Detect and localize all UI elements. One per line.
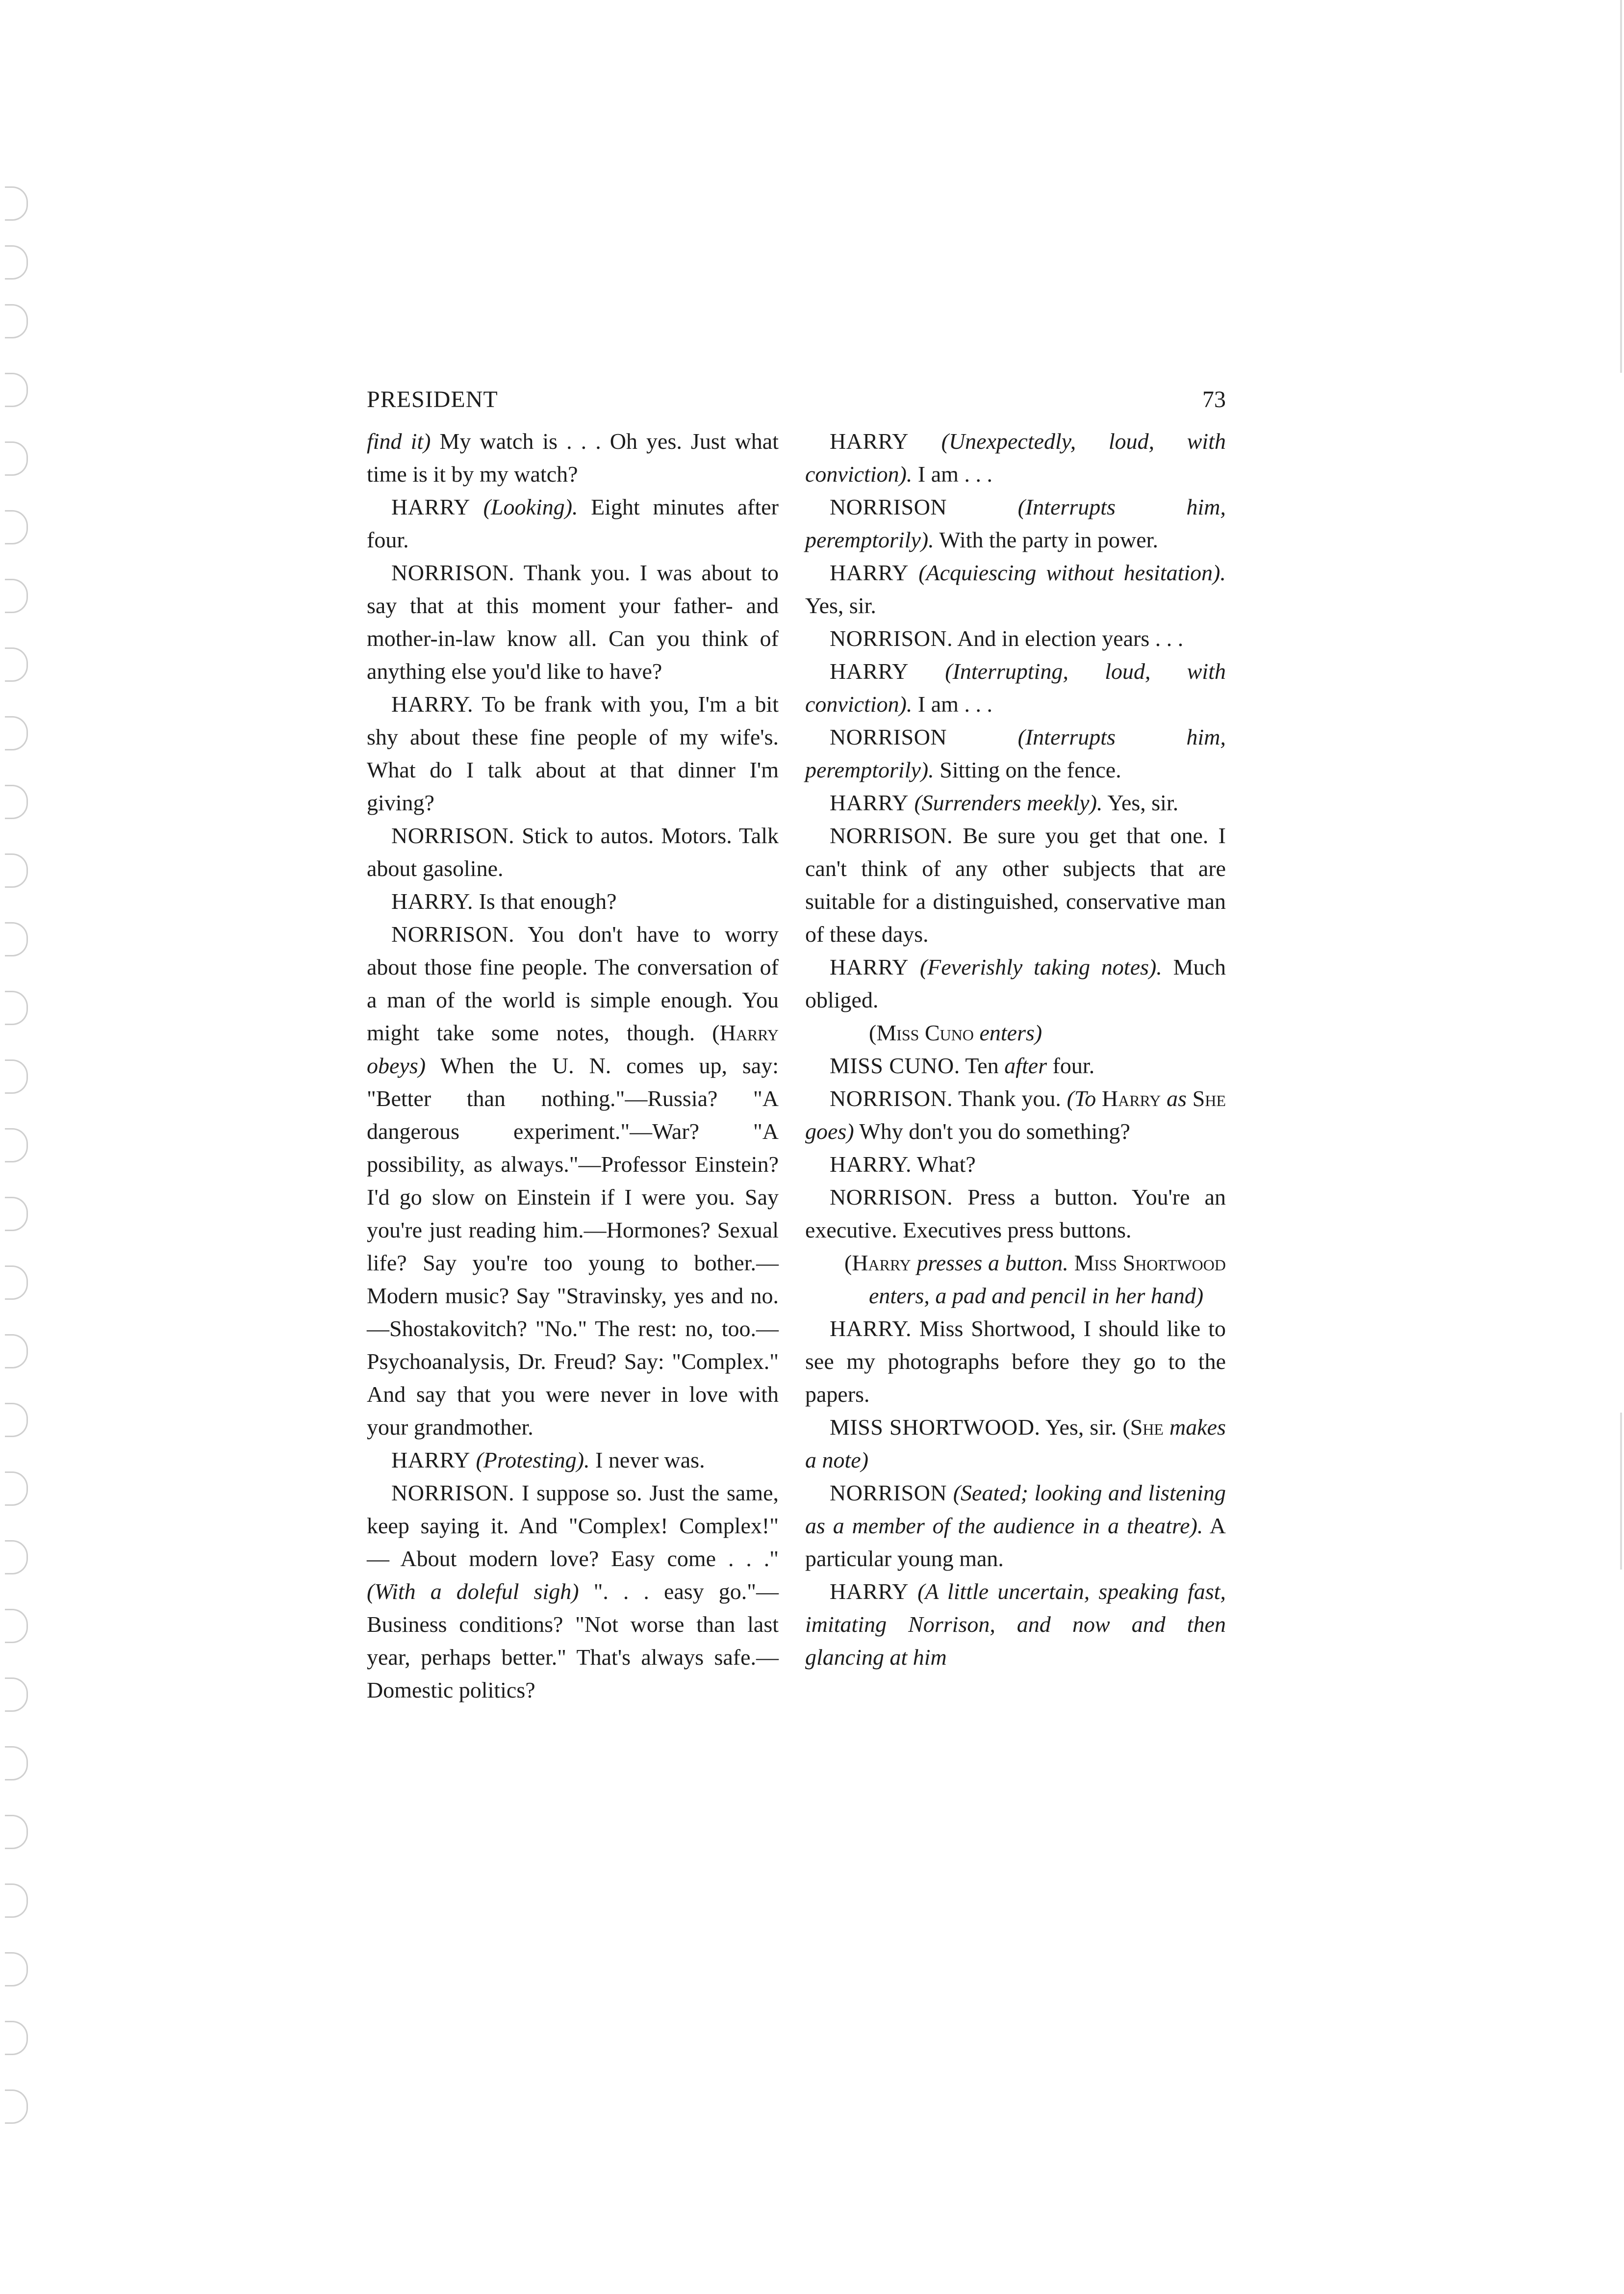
page-header	[367, 383, 1226, 417]
speaker-name: NORRISON	[830, 494, 947, 519]
stage-direction: (Interrupts him, peremptorily).	[805, 494, 1226, 552]
stage-direction: (Looking).	[483, 494, 578, 519]
speaker-name: MISS SHORTWOOD.	[830, 1415, 1040, 1440]
running-head: PRESIDENT	[367, 387, 498, 412]
dialogue-paragraph: NORRISON. And in election years . . .	[830, 626, 1184, 651]
stage-direction: (Protesting).	[476, 1447, 590, 1472]
punch-hole-mark	[5, 1952, 28, 1986]
punch-hole-mark	[5, 1197, 28, 1231]
stage-direction-block: (Miss Cuno enters)	[869, 1020, 1042, 1045]
speaker-name: HARRY	[830, 954, 909, 979]
stage-direction: (A little uncertain, speaking fast, imitating Norrison, and now and then glancing at him	[805, 1579, 1226, 1670]
speaker-name: NORRISON.	[391, 922, 515, 947]
punch-hole-mark	[5, 2021, 28, 2055]
speaker-name: HARRY	[830, 659, 909, 684]
punch-hole-mark	[5, 1334, 28, 1368]
punch-hole-mark	[5, 1265, 28, 1300]
punch-hole-mark	[5, 785, 28, 819]
speaker-name: HARRY	[391, 1447, 470, 1472]
punch-hole-mark	[5, 579, 28, 613]
dialogue-paragraph: HARRY (Unexpectedly, loud, with conviction). I am . . .	[805, 429, 1226, 487]
punch-hole-mark	[5, 1540, 28, 1574]
punch-hole-mark	[5, 647, 28, 682]
speaker-name: NORRISON.	[830, 1185, 953, 1210]
right-edge-shadow	[1620, 1413, 1622, 1570]
stage-direction-block: (Harry presses a button. Miss Shortwood enters, a pad and pencil in her hand)	[844, 1250, 1226, 1308]
punch-hole-mark	[5, 1746, 28, 1780]
dialogue-paragraph: MISS SHORTWOOD. Yes, sir. (She makes a note)	[805, 1415, 1226, 1472]
punch-hole-mark	[5, 1883, 28, 1918]
stage-direction: (Interrupting, loud, with conviction).	[805, 659, 1226, 717]
speaker-name: NORRISON.	[830, 823, 953, 848]
speaker-name: NORRISON.	[391, 560, 515, 585]
punch-hole-mark	[5, 245, 28, 280]
speaker-name: NORRISON	[830, 1480, 947, 1505]
speaker-name: NORRISON.	[830, 626, 953, 651]
punch-hole-mark	[5, 2089, 28, 2124]
dialogue-paragraph: NORRISON. Be sure you get that one. I can't think of any other subjects that are suitable for a distinguished, conservative man of these days.	[805, 823, 1226, 947]
dialogue-paragraph: MISS CUNO. Ten after four.	[830, 1053, 1095, 1078]
dialogue-paragraph: NORRISON. Thank you. I was about to say that at this moment your father- and mother-in-law know all. Can you think of anything else you'd like to have?	[367, 560, 779, 684]
speaker-name: HARRY.	[830, 1316, 912, 1341]
dialogue-paragraph: NORRISON. Stick to autos. Motors. Talk about gasoline.	[367, 823, 779, 881]
dialogue-paragraph: HARRY (Feverishly taking notes). Much obliged.	[805, 954, 1226, 1012]
punch-hole-mark	[5, 1609, 28, 1643]
stage-direction: (Unexpectedly, loud, with conviction).	[805, 429, 1226, 487]
punch-hole-mark	[5, 922, 28, 956]
stage-direction: (Surrenders meekly).	[914, 790, 1103, 815]
punch-hole-mark	[5, 1471, 28, 1506]
speaker-name: HARRY.	[391, 692, 474, 717]
dialogue-paragraph: NORRISON. You don't have to worry about those fine people. The conversation of a man of the world is simple enough. You might take some notes, though. (Harry obeys) When the U. N. comes up, say: "Better than nothing."—Russia? "A dangerous experiment."—War? "A possibility, as always."—Professor Einstein? I'd go slow on Einstein if I were you. Say you're just reading him.—Hormones? Sexual life? Say you're too young to bother.—Modern music? Say "Stravinsky, yes and no. —Shostakovitch? "No." The rest: no, too.—Psychoanalysis, Dr. Freud? Say: "Complex." And say that you were never in love with your grandmother.	[367, 922, 779, 1440]
punch-hole-mark	[5, 186, 28, 221]
dialogue-paragraph: NORRISON (Seated; looking and listening as a member of the audience in a theatre). A particular young man.	[805, 1480, 1226, 1571]
dialogue-paragraph: HARRY (Acquiescing without hesitation). Yes, sir.	[805, 560, 1226, 618]
dialogue-paragraph: HARRY. Miss Shortwood, I should like to see my photographs before they go to the papers.	[805, 1316, 1226, 1407]
speaker-name: HARRY	[391, 494, 470, 519]
dialogue-paragraph: NORRISON. I suppose so. Just the same, keep saying it. And "Complex! Complex!" — About modern love? Easy come . . ." (With a doleful sigh) ". . . easy go."—Business conditions? "Not worse than last year, perhaps better." That's always safe.— Domestic politics?	[367, 1480, 779, 1702]
punch-hole-mark	[5, 1815, 28, 1849]
speaker-name: HARRY	[830, 560, 909, 585]
page-number: 73	[1202, 387, 1226, 412]
punch-hole-mark	[5, 441, 28, 476]
speaker-name: HARRY.	[830, 1152, 912, 1177]
binding-edge-marks	[0, 0, 44, 2294]
stage-direction: (Feverishly taking notes).	[919, 954, 1162, 979]
dialogue-paragraph: find it) My watch is . . . Oh yes. Just what time is it by my watch?	[367, 429, 779, 487]
punch-hole-mark	[5, 716, 28, 750]
punch-hole-mark	[5, 304, 28, 338]
right-column	[805, 425, 1226, 1674]
dialogue-paragraph: HARRY. What?	[830, 1152, 976, 1177]
stage-direction: (Interrupts him, peremptorily).	[805, 724, 1226, 782]
speaker-name: HARRY	[830, 790, 909, 815]
dialogue-paragraph: HARRY (Surrenders meekly). Yes, sir.	[830, 790, 1179, 815]
speaker-name: NORRISON.	[391, 1480, 515, 1505]
dialogue-paragraph: NORRISON (Interrupts him, peremptorily). Sitting on the fence.	[805, 724, 1226, 782]
speaker-name: MISS CUNO.	[830, 1053, 960, 1078]
dialogue-paragraph: HARRY (Looking). Eight minutes after four.	[367, 494, 779, 552]
speaker-name: NORRISON.	[391, 823, 515, 848]
dialogue-paragraph: HARRY (Protesting). I never was.	[391, 1447, 705, 1472]
punch-hole-mark	[5, 1403, 28, 1437]
speaker-name: NORRISON	[830, 724, 947, 749]
speaker-name: HARRY.	[391, 889, 474, 914]
right-edge-shadow	[1620, 0, 1622, 373]
speaker-name: HARRY	[830, 1579, 909, 1604]
speaker-name: HARRY	[830, 429, 909, 454]
dialogue-paragraph: HARRY (Interrupting, loud, with conviction). I am . . .	[805, 659, 1226, 717]
punch-hole-mark	[5, 991, 28, 1025]
stage-direction: (Seated; looking and listening as a member of the audience in a theatre).	[805, 1480, 1226, 1538]
dialogue-paragraph	[805, 1575, 1226, 1674]
speaker-name: NORRISON.	[830, 1086, 953, 1111]
dialogue-paragraph: NORRISON. Press a button. You're an executive. Executives press buttons.	[805, 1185, 1226, 1242]
punch-hole-mark	[5, 1059, 28, 1094]
punch-hole-mark	[5, 1128, 28, 1162]
stage-direction: (Acquiescing without hesitation).	[918, 560, 1226, 585]
dialogue-paragraph: NORRISON. Thank you. (To Harry as She goes) Why don't you do something?	[805, 1086, 1226, 1144]
stage-direction: (With a doleful sigh)	[367, 1579, 579, 1604]
dialogue-paragraph: NORRISON (Interrupts him, peremptorily). With the party in power.	[805, 494, 1226, 552]
punch-hole-mark	[5, 510, 28, 544]
dialogue-paragraph: HARRY. To be frank with you, I'm a bit shy about these fine people of my wife's. What do I talk about at that dinner I'm giving?	[367, 692, 779, 815]
dialogue-paragraph: HARRY. Is that enough?	[391, 889, 617, 914]
punch-hole-mark	[5, 373, 28, 407]
left-column	[367, 425, 779, 1706]
punch-hole-mark	[5, 853, 28, 888]
punch-hole-mark	[5, 1677, 28, 1712]
